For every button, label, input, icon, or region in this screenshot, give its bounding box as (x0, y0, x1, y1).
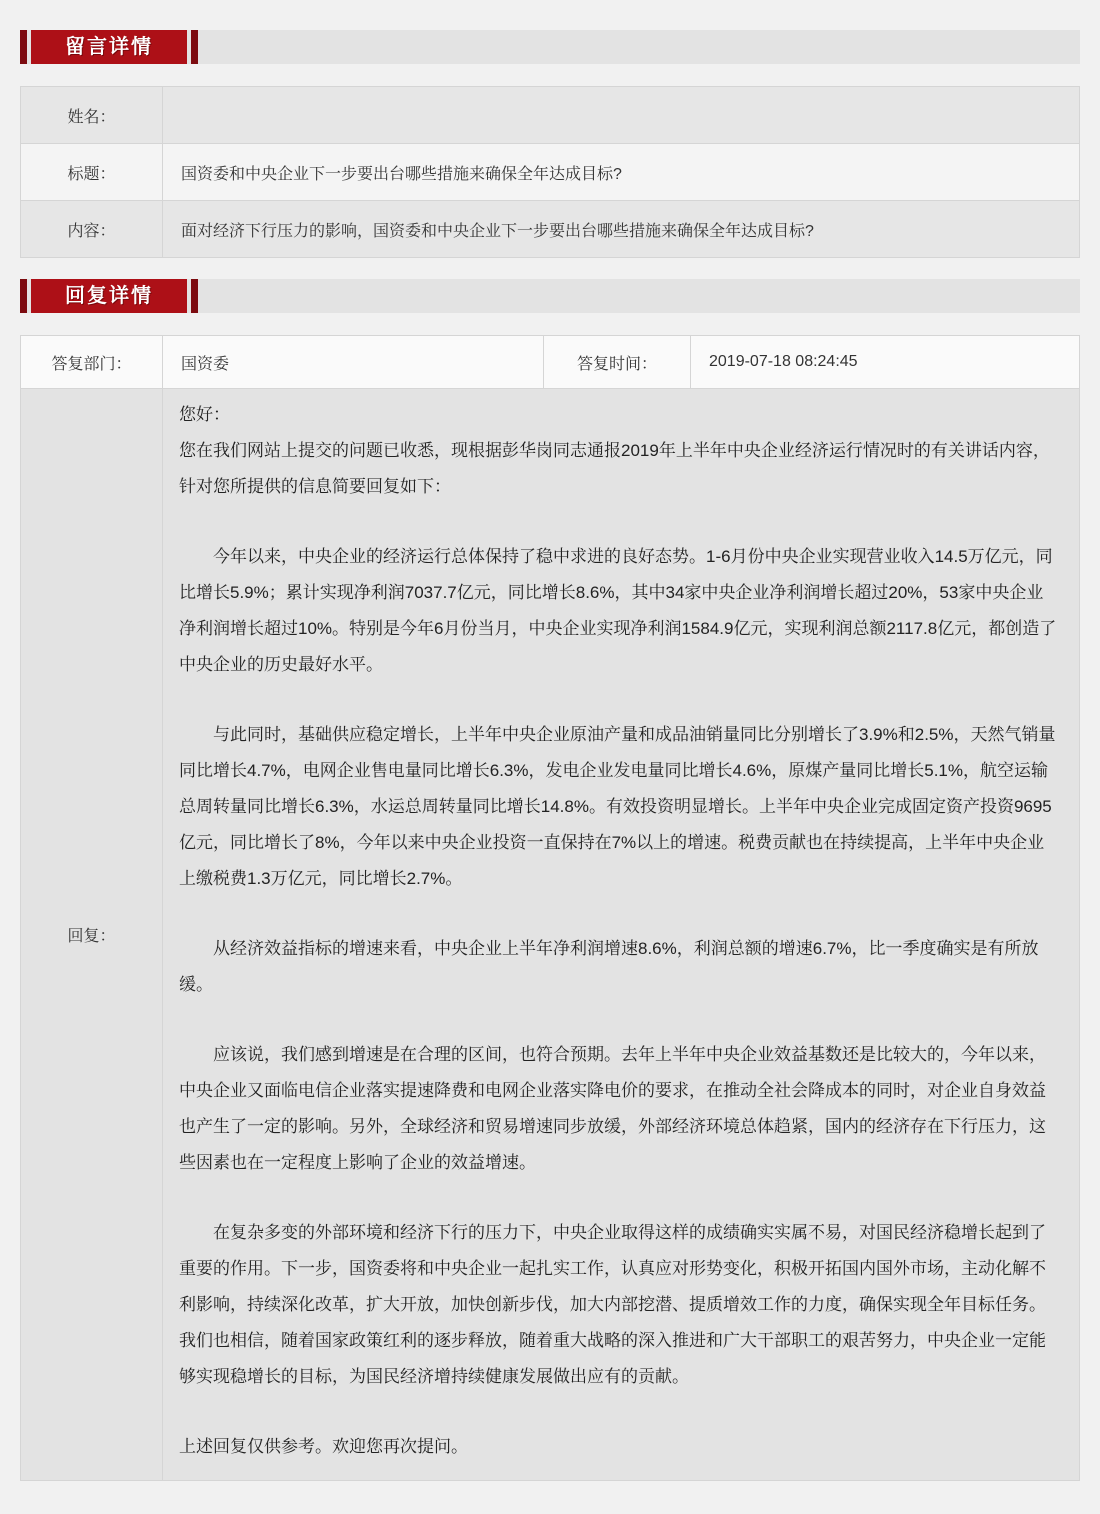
header-accent-bar-left (20, 279, 27, 313)
reply-paragraphs (179, 397, 1059, 1465)
message-table-row (21, 144, 1080, 201)
reply-meta-row (21, 336, 1080, 389)
message-table-row (21, 87, 1080, 144)
reply-paragraph: 从经济效益指标的增速来看，中央企业上半年净利润增速8.6%，利润总额的增速6.7%，比一季度确实是有所放缓。 (179, 939, 1039, 994)
reply-label: 回复： (21, 389, 163, 1481)
reply-paragraph: 在复杂多变的外部环境和经济下行的压力下，中央企业取得这样的成绩确实实属不易，对国民经济稳增长起到了重要的作用。下一步，国资委将和中央企业一起扎实工作，认真应对形势变化，积极开拓国内国外市场，主动化解不利影响，持续深化改革，扩大开放，加快创新步伐，加大内部挖潜、提质增效工作的力度，确保实现全年目标任务。我们也相信，随着国家政策红利的逐步释放，随着重大战略的深入推进和广大干部职工的艰苦努力，中央企业一定能够实现稳增长的目标，为国民经济增持续健康发展做出应有的贡献。 (179, 1223, 1046, 1386)
reply-time-value: 2019-07-18 08:24:45 (691, 336, 1080, 389)
reply-dept-value: 国资委 (163, 336, 544, 389)
reply-paragraph: 上述回复仅供参考。欢迎您再次提问。 (179, 1437, 468, 1456)
message-row-value: 面对经济下行压力的影响，国资委和中央企业下一步要出台哪些措施来确保全年达成目标? (163, 201, 1080, 258)
message-row-value (163, 87, 1080, 144)
header-accent-bar-right (191, 279, 198, 313)
message-section-header (20, 30, 1080, 64)
message-row-value: 国资委和中央企业下一步要出台哪些措施来确保全年达成目标? (163, 144, 1080, 201)
reply-table (20, 335, 1080, 1481)
message-section (20, 30, 1080, 258)
header-accent-bar-left (20, 30, 27, 64)
reply-content-row (21, 389, 1080, 1481)
reply-section-title: 回复详情 (31, 279, 187, 313)
reply-dept-label: 答复部门： (21, 336, 163, 389)
message-row-label: 标题： (21, 144, 163, 201)
reply-paragraph: 与此同时，基础供应稳定增长，上半年中央企业原油产量和成品油销量同比分别增长了3.9%和2.5%，天然气销量同比增长4.7%，电网企业售电量同比增长6.3%，发电企业发电量同比增长4.6%，原煤产量同比增长5.1%，航空运输总周转量同比增长6.3%，水运总周转量同比增长14.8%。有效投资明显增长。上半年中央企业完成固定资产投资9695亿元，同比增长了8%，今年以来中央企业投资一直保持在7%以上的增速。税费贡献也在持续提高，上半年中央企业上缴税费1.3万亿元，同比增长2.7%。 (179, 725, 1056, 888)
reply-paragraph: 您好： (179, 405, 230, 424)
reply-content-cell (163, 389, 1080, 1481)
header-accent-bar-right (191, 30, 198, 64)
reply-section-header (20, 279, 1080, 313)
reply-paragraph: 您在我们网站上提交的问题已收悉，现根据彭华岗同志通报2019年上半年中央企业经济运行情况时的有关讲话内容，针对您所提供的信息简要回复如下： (179, 441, 1050, 496)
reply-section (20, 279, 1080, 1481)
message-row-label: 内容： (21, 201, 163, 258)
message-table-row (21, 201, 1080, 258)
message-row-label: 姓名： (21, 87, 163, 144)
message-table (20, 86, 1080, 258)
message-section-title: 留言详情 (31, 30, 187, 64)
reply-paragraph: 应该说，我们感到增速是在合理的区间，也符合预期。去年上半年中央企业效益基数还是比较大的，今年以来，中央企业又面临电信企业落实提速降费和电网企业落实降电价的要求，在推动全社会降成本的同时，对企业自身效益也产生了一定的影响。另外，全球经济和贸易增速同步放缓，外部经济环境总体趋紧，国内的经济存在下行压力，这些因素也在一定程度上影响了企业的效益增速。 (179, 1045, 1046, 1172)
reply-time-label: 答复时间： (544, 336, 691, 389)
reply-paragraph: 今年以来，中央企业的经济运行总体保持了稳中求进的良好态势。1-6月份中央企业实现营业收入14.5万亿元，同比增长5.9%；累计实现净利润7037.7亿元，同比增长8.6%，其中34家中央企业净利润增长超过20%，53家中央企业净利润增长超过10%。特别是今年6月份当月，中央企业实现净利润1584.9亿元，实现利润总额2117.8亿元，都创造了中央企业的历史最好水平。 (179, 547, 1057, 674)
